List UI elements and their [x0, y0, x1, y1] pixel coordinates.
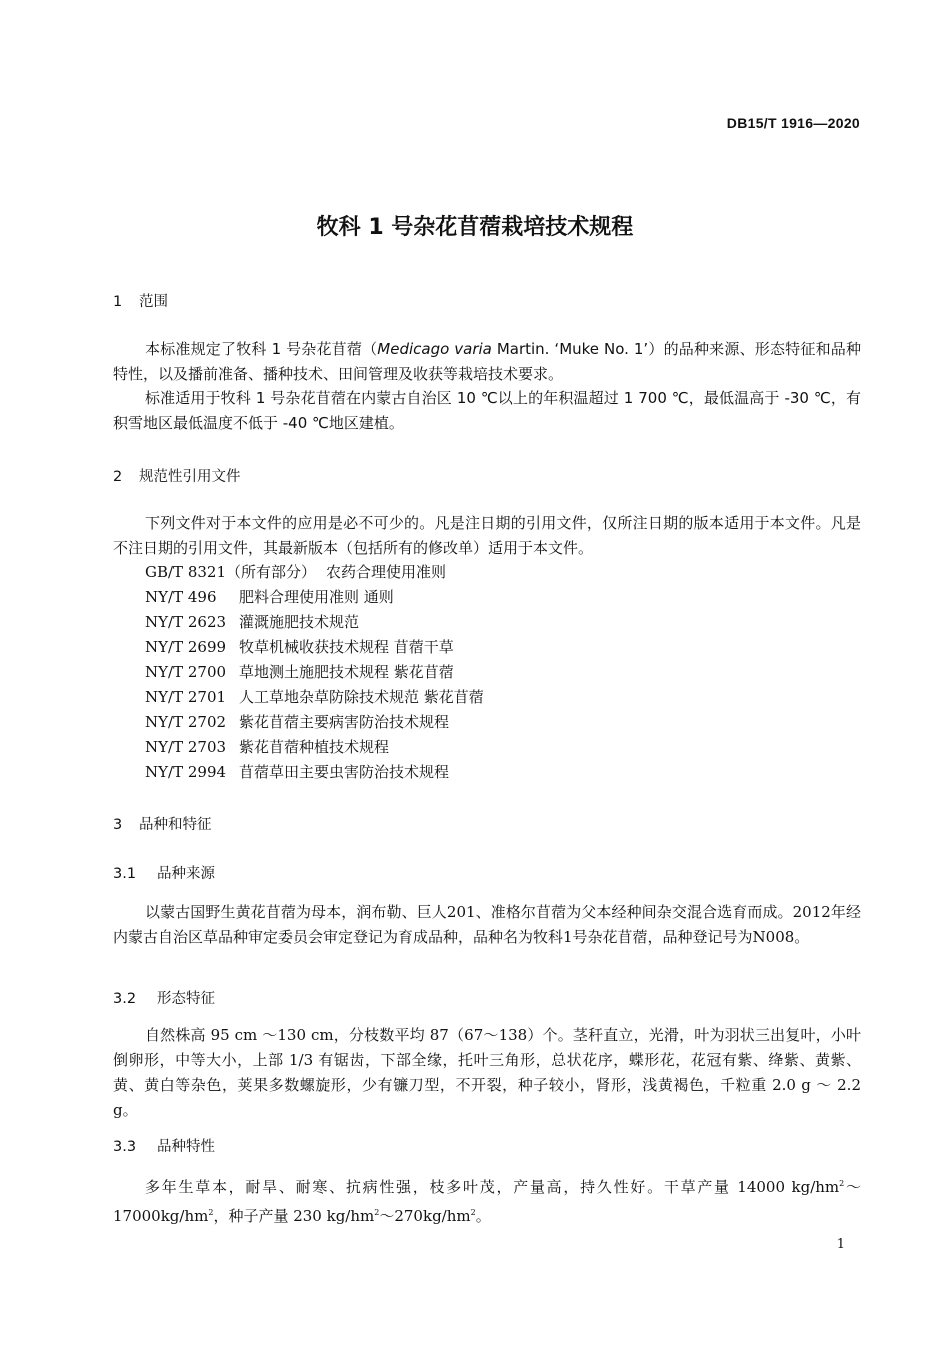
- document-code: DB15/T 1916—2020: [726, 115, 860, 131]
- reference-code: GB/T 8321（所有部分）: [145, 563, 317, 581]
- subsection-title: 形态特征: [157, 991, 215, 1007]
- reference-name: 肥料合理使用准则 通则: [239, 588, 394, 606]
- superscript: 2: [208, 1208, 214, 1217]
- reference-item: [145, 711, 449, 732]
- subsection-3-2-heading: [113, 987, 215, 1008]
- section-1-heading: [113, 290, 168, 311]
- section-2-paragraph-1: 下列文件对于本文件的应用是必不可少的。凡是注日期的引用文件，仅所注日期的版本适用于本文件。凡是不注日期的引用文件，其最新版本（包括所有的修改单）适用于本文件。: [113, 514, 861, 557]
- reference-code: NY/T 2702: [145, 713, 227, 731]
- section-number: 1: [113, 294, 123, 310]
- subsection-number: 3.3: [113, 1139, 137, 1155]
- text-run: 本标准规定了牧科 1 号杂花苜蓿（: [145, 340, 378, 358]
- reference-name: 紫花苜蓿种植技术规程: [239, 738, 390, 756]
- text-run: 多年生草本，耐旱、耐寒、抗病性强，枝多叶茂，产量高，持久性好。干草产量 14000 kg/hm: [145, 1178, 840, 1196]
- reference-name: 苜蓿草田主要虫害防治技术规程: [239, 763, 450, 781]
- section-3-heading: [113, 813, 212, 834]
- reference-code: NY/T 496: [145, 588, 217, 606]
- reference-item: [145, 761, 449, 782]
- section-1-paragraph-2: 标准适用于牧科 1 号杂花苜蓿在内蒙古自治区 10 ℃以上的年积温超过 1 700 ℃，最低温高于 -30 ℃，有积雪地区最低温度不低于 -40 ℃地区建植。: [113, 389, 861, 432]
- section-1-paragraph-1: [113, 337, 861, 387]
- reference-item: [145, 586, 394, 607]
- text-run: 。: [475, 1207, 491, 1225]
- subsection-3-3-paragraph: [113, 1171, 861, 1229]
- reference-item: [145, 736, 389, 757]
- text-run: Martin. ‘Muke No. 1’）的品种来源、形态特征和品种特性，以及播前准备、播种技术、田间管理及收获等栽培技术要求。: [113, 340, 861, 383]
- reference-name: 牧草机械收获技术规程 苜蓿干草: [239, 638, 454, 656]
- document-title: 牧科 1 号杂花苜蓿栽培技术规程: [316, 215, 634, 240]
- subsection-3-1-heading: [113, 862, 215, 883]
- section-title: 规范性引用文件: [139, 469, 241, 485]
- reference-code: NY/T 2701: [145, 688, 227, 706]
- subsection-number: 3.2: [113, 991, 137, 1007]
- text-run: ～270kg/hm: [379, 1207, 471, 1225]
- text-run: ～17000kg/hm: [113, 1178, 861, 1225]
- reference-item: [145, 561, 446, 582]
- reference-name: 紫花苜蓿主要病害防治技术规程: [239, 713, 450, 731]
- section-title: 范围: [139, 294, 168, 310]
- reference-code: NY/T 2703: [145, 738, 227, 756]
- section-number: 2: [113, 469, 123, 485]
- text-run: ，种子产量 230 kg/hm: [213, 1207, 375, 1225]
- superscript: 2: [374, 1208, 380, 1217]
- superscript: 2: [839, 1179, 845, 1188]
- reference-name: 农药合理使用准则: [326, 563, 447, 581]
- reference-item: [145, 611, 359, 632]
- subsection-3-3-heading: [113, 1135, 215, 1156]
- subsection-3-1-paragraph: 以蒙古国野生黄花苜蓿为母本，润布勒、巨人201、准格尔苜蓿为父本经种间杂交混合选育而成。2012年经内蒙古自治区草品种审定委员会审定登记为育成品种，品种名为牧科1号杂花苜蓿，品种登记号为N008。: [113, 903, 861, 946]
- reference-name: 人工草地杂草防除技术规范 紫花苜蓿: [239, 688, 484, 706]
- subsection-title: 品种来源: [157, 866, 215, 882]
- latin-name: Medicago varia: [377, 340, 492, 358]
- reference-item: [145, 636, 454, 657]
- page-number: 1: [836, 1237, 845, 1252]
- section-title: 品种和特征: [139, 817, 212, 833]
- section-number: 3: [113, 817, 123, 833]
- reference-code: NY/T 2699: [145, 638, 227, 656]
- reference-name: 灌溉施肥技术规范: [239, 613, 360, 631]
- subsection-number: 3.1: [113, 866, 137, 882]
- reference-code: NY/T 2700: [145, 663, 227, 681]
- reference-item: [145, 661, 454, 682]
- subsection-3-2-paragraph: 自然株高 95 cm ～130 cm，分枝数平均 87（67～138）个。茎秆直立，光滑，叶为羽状三出复叶，小叶倒卵形，中等大小，上部 1/3 有锯齿，下部全缘，托叶三角形，总状花序，蝶形花，花冠有紫、绛紫、黄紫、黄、黄白等杂色，荚果多数螺旋形，少有镰刀型，不开裂，种子较小，肾形，浅黄褐色，千粒重 2.0 g ～ 2.2 g。: [113, 1026, 861, 1119]
- subsection-title: 品种特性: [157, 1139, 215, 1155]
- reference-name: 草地测土施肥技术规程 紫花苜蓿: [239, 663, 454, 681]
- reference-item: [145, 686, 484, 707]
- section-2-heading: [113, 465, 241, 486]
- reference-code: NY/T 2994: [145, 763, 227, 781]
- reference-code: NY/T 2623: [145, 613, 227, 631]
- superscript: 2: [470, 1208, 476, 1217]
